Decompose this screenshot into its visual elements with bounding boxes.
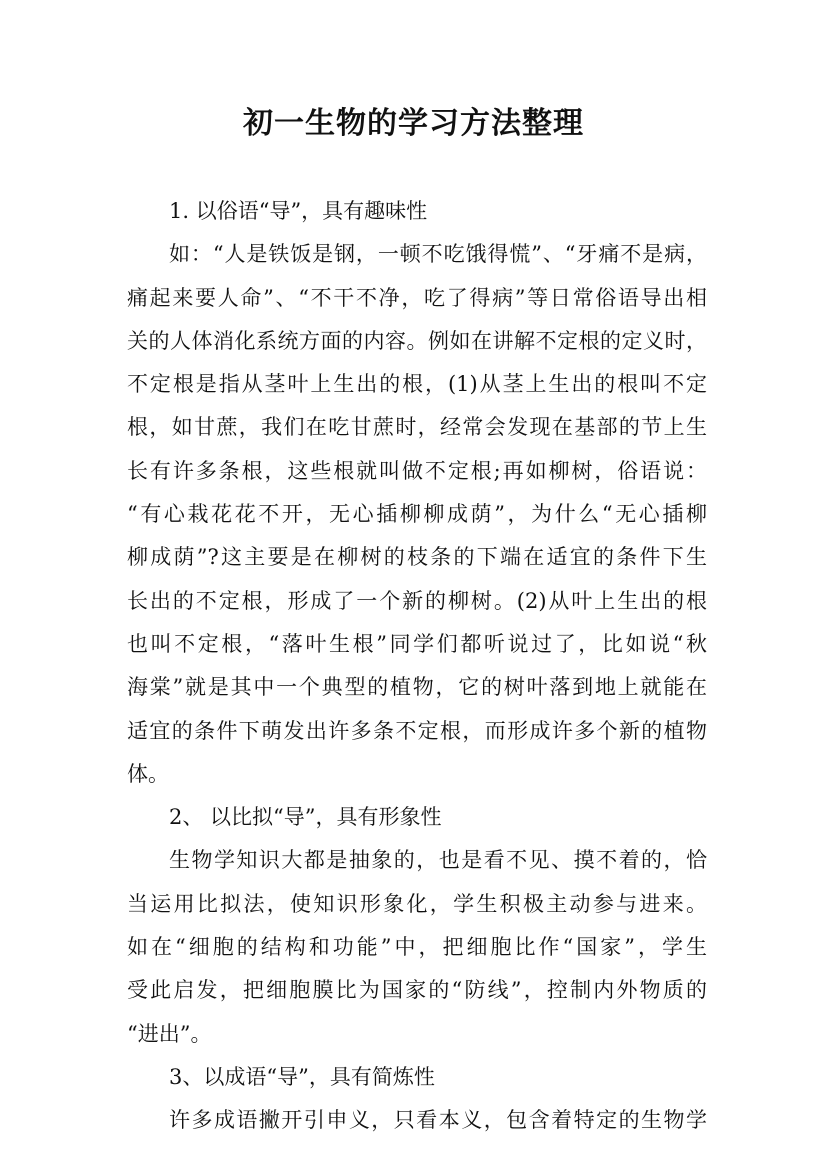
- text-line: “进出”。: [127, 1021, 212, 1046]
- text-line: 关的人体消化系统方面的内容。例如在讲解不定根的定义时，: [127, 328, 707, 353]
- text-line: 如：“人是铁饭是钢，一顿不吃饿得慌”、“牙痛不是病，: [169, 242, 707, 267]
- text-line: 不定根是指从茎叶上生出的根，(1)从茎上生出的根叫不定: [127, 372, 707, 397]
- text-line: 柳成荫”?这主要是在柳树的枝条的下端在适宜的条件下生: [127, 545, 707, 570]
- text-line: 如在“细胞的结构和功能”中，把细胞比作“国家”，学生: [127, 935, 707, 960]
- text-line: 长有许多条根，这些根就叫做不定根;再如柳树，俗语说：: [127, 458, 707, 483]
- text-line: 痛起来要人命”、“不干不净，吃了得病”等日常俗语导出相: [127, 285, 707, 310]
- text-line: 3、以成语“导”，具有简炼性: [169, 1064, 435, 1089]
- text-line: 受此启发，把细胞膜比为国家的“防线”，控制内外物质的: [127, 978, 707, 1003]
- text-line: 体。: [127, 761, 169, 786]
- text-line: 海棠”就是其中一个典型的植物，它的树叶落到地上就能在: [127, 675, 707, 700]
- document-title: 初一生物的学习方法整理: [243, 106, 584, 141]
- text-line: 生物学知识大都是抽象的，也是看不见、摸不着的，恰: [169, 848, 707, 873]
- text-line: 也叫不定根，“落叶生根”同学们都听说过了，比如说“秋: [127, 631, 707, 656]
- text-line: 当运用比拟法，使知识形象化，学生积极主动参与进来。: [127, 891, 707, 916]
- text-line: 2、 以比拟“导”，具有形象性: [169, 805, 442, 830]
- text-line: 根，如甘蔗，我们在吃甘蔗时，经常会发现在基部的节上生: [127, 415, 707, 440]
- text-line: 许多成语撇开引申义，只看本义，包含着特定的生物学: [169, 1108, 707, 1133]
- text-line: “有心栽花花不开，无心插柳柳成荫”，为什么“无心插柳: [127, 502, 707, 527]
- text-line: 1. 以俗语“导”，具有趣味性: [169, 199, 428, 223]
- document-body: [127, 190, 707, 1143]
- text-line: 长出的不定根，形成了一个新的柳树。(2)从叶上生出的根: [127, 588, 707, 613]
- text-line: 适宜的条件下萌发出许多条不定根，而形成许多个新的植物: [127, 718, 707, 743]
